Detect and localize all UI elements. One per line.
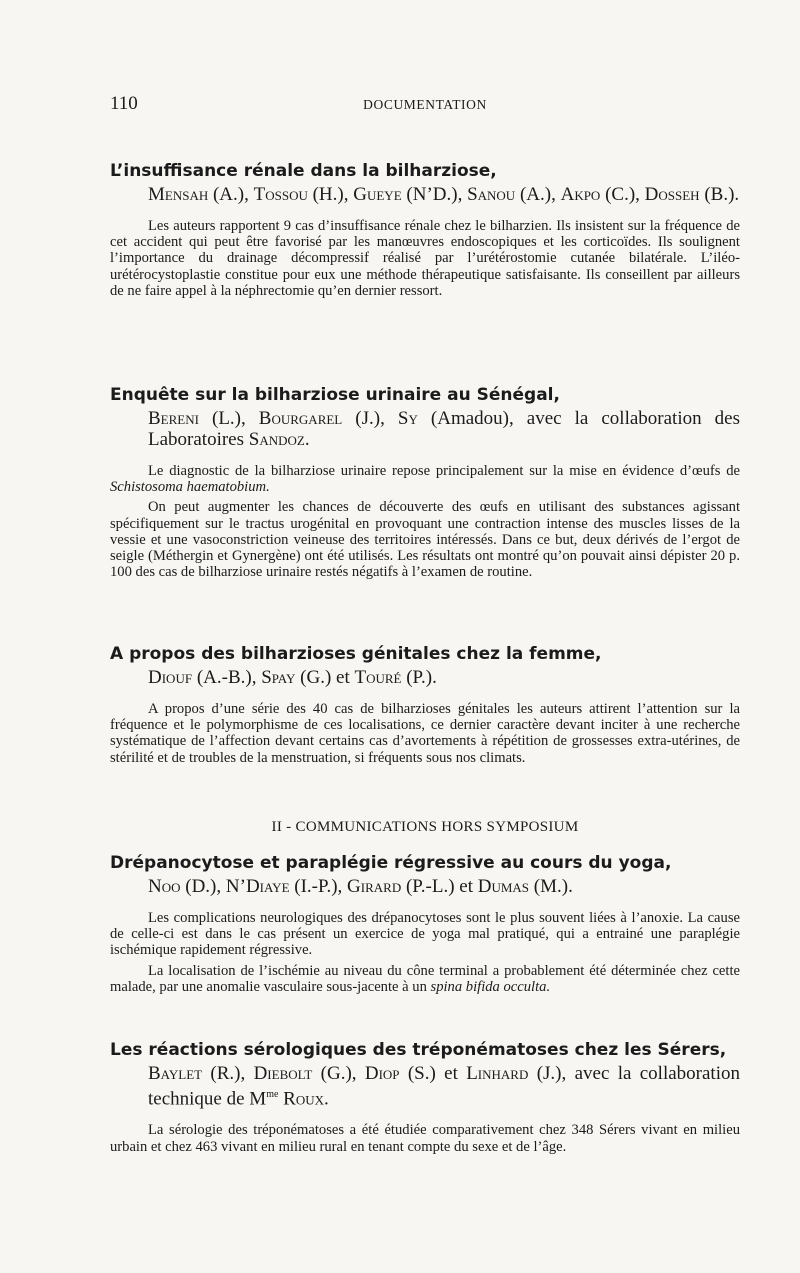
author-initials: (B.). [699,184,740,205]
collaboration-text: (J.), avec la collaboration technique de M [148,1063,740,1110]
author-initials: (P.). [401,667,437,688]
author-initials: (D.), N’ [180,876,246,897]
abstract-paragraph [110,963,740,995]
italic-term: spina bifida occulta. [430,978,551,995]
author-name: Diouf [148,667,193,688]
page-number: 110 [110,93,138,114]
author-name: Roux [283,1088,324,1110]
author-initials: (L.), [198,408,259,429]
paragraph-text: Le diagnostic de la bilharziose urinaire repose principalement sur la mise en évidence d’œufs de [148,463,740,479]
author-name: Diebolt [253,1063,313,1084]
author-name: Girard [347,876,402,897]
title-abbreviation: me [266,1089,279,1100]
author-initials: (Amadou), avec la collaboration des Laboratoires [148,408,740,450]
article-4 [110,852,740,995]
author-name: Sy [397,408,418,429]
author-initials: (G.) et [295,667,355,688]
author-initials: . [304,429,310,450]
abstract-paragraph [110,463,740,495]
author-name: Dumas [477,876,530,897]
author-initials: (C.), [600,184,645,205]
article-authors [148,408,740,450]
abstract-paragraph: La sérologie des tréponématoses a été étudiée comparativement chez 348 Sérers vivant en milieu urbain et chez 463 vivant en milieu rural en tenant compte du sexe et de l’âge. [110,1122,740,1155]
author-name: Diop [364,1063,400,1084]
author-initials: (J.), [342,408,398,429]
article-authors [148,1063,740,1109]
author-name: Sandoz [248,429,305,450]
author-name: Baylet [148,1063,203,1084]
author-initials: . [324,1088,329,1110]
author-name: Gueye [353,184,402,205]
abstract-paragraph: Les complications neurologiques des drépanocytoses sont le plus souvent liées à l’anoxie. La cause de celle-ci est dans le cas présent un exercice de yoga mal pratiqué, qui a entrainé une paraplégie ischémique rapidement régressive. [110,910,740,959]
author-initials: (A.), [208,184,254,205]
author-name: Spay [261,667,296,688]
paragraph-text: La localisation de l’ischémie au niveau du cône terminal a probablement été déterminée chez cette malade, par une anomalie vasculaire sous-jacente à un [110,962,740,995]
article-title: Drépanocytose et paraplégie régressive au cours du yoga, [110,853,672,873]
author-name: Dosseh [644,184,700,205]
author-initials: (H.), [307,184,354,205]
author-name: Bourgarel [258,408,343,429]
author-name: Sanou [467,184,516,205]
article-authors [148,876,740,897]
author-name: Bereni [148,408,199,429]
author-name: Diaye [245,876,290,897]
running-head: DOCUMENTATION [363,97,487,112]
author-initials: (A.-B.), [192,667,262,688]
article-title: Enquête sur la bilharziose urinaire au Sénégal, [110,385,560,405]
author-initials: (M.). [529,876,573,897]
section-heading: II - COMMUNICATIONS HORS SYMPOSIUM [271,819,579,835]
article-1 [110,160,740,299]
author-name: Linhard [466,1063,529,1084]
author-initials: (N’D.), [401,184,468,205]
article-authors [148,667,740,688]
article-title: A propos des bilharzioses génitales chez la femme, [110,644,602,664]
article-5 [110,1039,740,1155]
article-title: Les réactions sérologiques des tréponématoses chez les Sérers, [110,1040,727,1060]
author-initials: (I.-P.), [289,876,348,897]
author-name: Noo [148,876,181,897]
article-authors [148,184,740,205]
species-name: Schistosoma haematobium. [110,479,270,496]
author-initials: (R.), [202,1063,254,1084]
author-initials: (S.) et [399,1063,467,1084]
author-name: Mensah [148,184,209,205]
abstract-paragraph: Les auteurs rapportent 9 cas d’insuffisance rénale chez le bilharzien. Ils insistent sur la fréquence de cet accident qui peut être favorisé par les manœuvres endoscopiques et les corticoïdes. Ils soulignent l’importance du drainage décompressif réalisé par l’urétérostomie cutanée bilatérale. L’iléo-urétérocystoplastie constitue pour eux une méthode thérapeutique satisfaisante. Ils conseillent par ailleurs de ne faire appel à la néphrectomie qu’en dernier ressort. [110,218,740,299]
page-header [110,93,740,119]
abstract-paragraph: A propos d’une série des 40 cas de bilharzioses génitales les auteurs attirent l’attention sur la fréquence et le polymorphisme de ces localisations, ce dernier caractère devant inciter à une recherche systématique de l’affection devant certains cas d’avortements à répétition de grossesses extra-utérines, de stérilité et de troubles de la menstruation, si fréquents sous nos climats. [110,701,740,766]
author-initials: (A.), [515,184,561,205]
author-initials: (G.), [312,1063,365,1084]
article-title: L’insuffisance rénale dans la bilharziose, [110,161,497,181]
author-initials: (P.-L.) et [401,876,478,897]
article-2 [110,384,740,580]
article-3 [110,643,740,766]
author-name: Akpo [560,184,601,205]
abstract-paragraph: On peut augmenter les chances de découverte des œufs en utilisant des substances agissant spécifiquement sur le tractus urogénital en provoquant une contraction intense des muscles lisses de la vessie et une vasoconstriction veineuse des territoires intéressés. Dans ce but, deux dérivés de l’ergot de seigle (Méthergin et Gynergène) ont été utilisés. Les résultats ont montré qu’on pouvait ainsi dépister 20 p. 100 des cas de bilharziose urinaire restés négatifs à l’examen de routine. [110,499,740,581]
author-name: Touré [354,667,402,688]
author-name: Tossou [253,184,308,205]
